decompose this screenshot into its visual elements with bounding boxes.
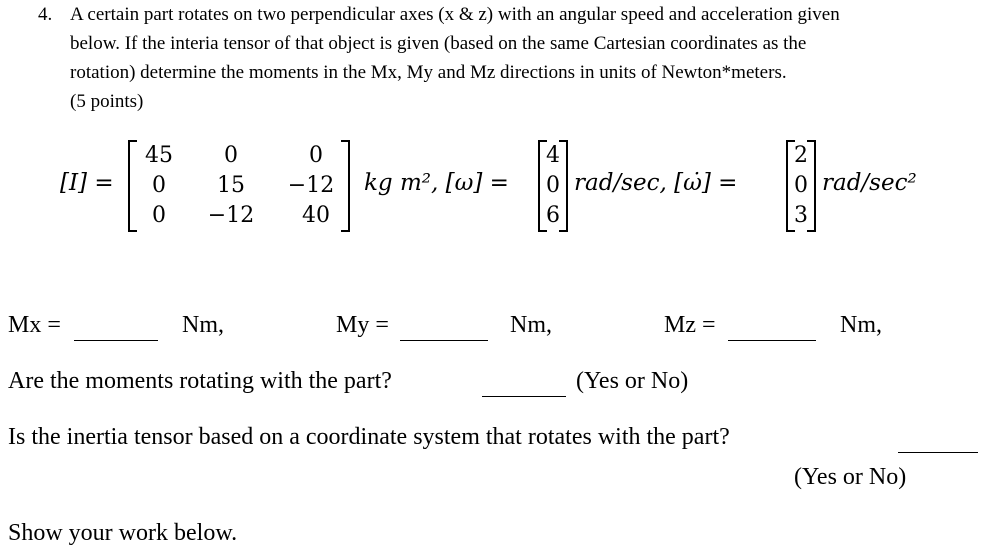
omega-units: rad/sec, [ω̇] = (574, 170, 738, 196)
matrix-cell: 0 (224, 143, 238, 168)
inertia-matrix (128, 140, 350, 232)
matrix-cell: 15 (217, 173, 245, 198)
vector-cell: 6 (546, 203, 560, 228)
mx-label: Mx = (8, 312, 61, 338)
inertia-units: kg m², [ω] = (364, 170, 509, 196)
my-unit: Nm, (510, 312, 552, 338)
matrix-cell: −12 (207, 203, 255, 228)
points-label: (5 points) (70, 91, 144, 112)
mz-unit: Nm, (840, 312, 882, 338)
alpha-vector (786, 140, 816, 232)
inertia-label: [I] = (60, 170, 114, 196)
question-tensor: Is the inertia tensor based on a coordinate system that rotates with the part? (8, 424, 730, 450)
my-answer-blank[interactable] (400, 340, 488, 341)
vector-cell: 2 (794, 143, 808, 168)
rotating-yes-no: (Yes or No) (576, 368, 689, 394)
vector-cell: 0 (794, 173, 808, 198)
vector-cell: 3 (794, 203, 808, 228)
problem-line-2: below. If the interia tensor of that object is given (based on the same Cartesian coordinates as the (70, 33, 807, 54)
mx-answer-blank[interactable] (74, 340, 158, 341)
problem-number: 4. (38, 4, 53, 25)
tensor-yes-no: (Yes or No) (794, 464, 907, 490)
matrix-cell: 45 (145, 143, 173, 168)
my-label: My = (336, 312, 389, 338)
mz-label: Mz = (664, 312, 716, 338)
vector-cell: 4 (546, 143, 560, 168)
problem-line-3: rotation) determine the moments in the Mx, My and Mz directions in units of Newton*meters. (70, 62, 787, 83)
matrix-cell: 40 (302, 203, 330, 228)
show-work-label: Show your work below. (8, 520, 238, 546)
rotating-answer-blank[interactable] (482, 396, 566, 397)
omega-vector (538, 140, 568, 232)
matrix-cell: −12 (287, 173, 335, 198)
mx-unit: Nm, (182, 312, 224, 338)
matrix-cell: 0 (309, 143, 323, 168)
problem-line-1: A certain part rotates on two perpendicular axes (x & z) with an angular speed and acceleration given (70, 4, 840, 25)
matrix-cell: 0 (152, 203, 166, 228)
mz-answer-blank[interactable] (728, 340, 816, 341)
tensor-answer-blank[interactable] (898, 452, 978, 453)
alpha-units: rad/sec² (822, 170, 917, 196)
vector-cell: 0 (546, 173, 560, 198)
matrix-cell: 0 (152, 173, 166, 198)
question-rotating: Are the moments rotating with the part? (8, 368, 392, 394)
